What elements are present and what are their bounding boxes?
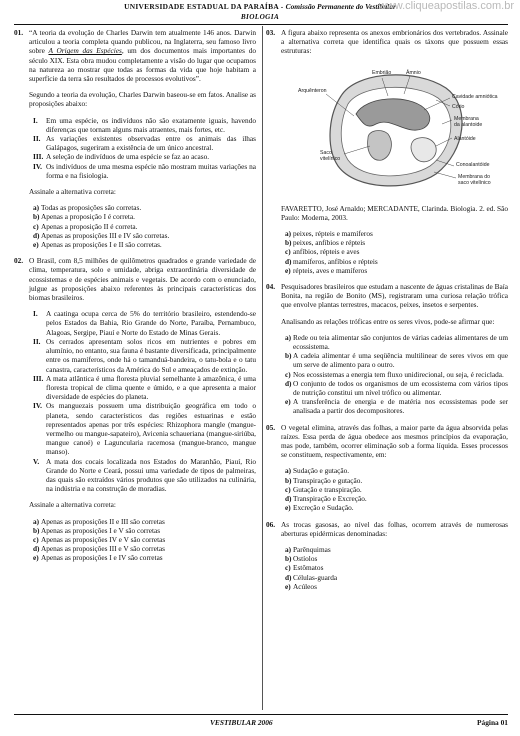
answer-option-text: peixes, répteis e mamíferos	[293, 229, 373, 239]
answer-option-letter: d)	[285, 494, 292, 504]
right-column	[266, 28, 508, 591]
proposition-letter: II.	[33, 134, 41, 144]
proposition-text: A caatinga ocupa cerca de 5% do território brasileiro, estendendo-se pelos Estados da Bahia, Rio Grande do Norte, Paraíba, Pernambuco, Alagoas, Sergipe, Piauí e Norte do Estado de Minas Gerais.	[46, 309, 256, 337]
answer-option-text: A transferência de energia e de matéria nos ecossistemas pode ser analisada a partir dos decompositores.	[293, 397, 508, 416]
answer-option-text: Ostíolos	[293, 554, 318, 564]
university-name: UNIVERSIDADE ESTADUAL DA PARAÍBA -	[124, 2, 284, 11]
question-prompt: Assinale a alternativa correta:	[29, 187, 116, 197]
answer-option	[29, 526, 256, 535]
answer-option-letter: e)	[285, 265, 291, 275]
question-intro: Pesquisadores brasileiros que estudam a nascente de águas cristalinas de Baía Bonita, na região de Bonito (MS), registraram uma curiosa relação trófica que envolve plantas terrestres, macacos, peixes, insetos e serpentes.	[281, 282, 508, 310]
answer-option-letter: c)	[33, 534, 39, 544]
answer-option-text: Apenas as proposições III e IV são corretas.	[41, 230, 170, 240]
answer-option-text: Apenas a proposição I é correta.	[41, 212, 136, 222]
answer-option-letter: a)	[33, 203, 40, 213]
proposition-list	[29, 116, 256, 180]
option-list	[29, 517, 256, 563]
answer-option-letter: a)	[285, 544, 292, 554]
answer-option-text: peixes, anfíbios e répteis	[293, 238, 366, 248]
answer-option	[281, 257, 508, 266]
label-embriao: Embrião	[372, 69, 392, 76]
proposition-text: Em uma espécie, os indivíduos não são exatamente iguais, havendo diferenças que tornam alguns mais atraentes, mais fortes, etc.	[46, 115, 256, 134]
question-01	[14, 28, 256, 249]
answer-option-text: Apenas as proposições I e V são corretas	[41, 525, 161, 535]
answer-option	[281, 476, 508, 485]
answer-option	[29, 203, 256, 212]
proposition-text: Os indivíduos de uma mesma espécie não mostram muitas variações na forma e na fisiologia.	[46, 161, 256, 180]
answer-option	[29, 517, 256, 526]
footer-exam: VESTIBULAR 2006	[210, 718, 273, 727]
question-intro: O Brasil, com 8,5 milhões de quilômetros quadrados e grande variedade de clima, temperatura, solo e umidade, abriga extraordinária diversidade de ecossistemas e de espécies animais e vegetais. De acordo com o enunciado, julgue as proposições abaixo referentes às principais características dos biomas brasileiros.	[29, 256, 256, 303]
answer-option	[29, 231, 256, 240]
question-05	[266, 423, 508, 513]
answer-option	[281, 485, 508, 494]
answer-option	[29, 240, 256, 249]
answer-option-letter: e)	[285, 503, 291, 513]
answer-option-letter: b)	[285, 475, 292, 485]
left-column	[14, 28, 256, 563]
question-number: 06.	[266, 519, 276, 529]
question-number: 01.	[14, 28, 24, 37]
answer-option-letter: a)	[285, 466, 292, 476]
answer-option-text: A cadeia alimentar é uma seqüência multilinear de seres vivos em que um serve de alimento para o outro.	[293, 351, 508, 370]
figure-citation: FAVARETTO, José Arnaldo; MERCADANTE, Clarinda. Biologia. 2. ed. São Paulo: Moderna, 2003.	[281, 203, 508, 222]
answer-option-text: Apenas a proposição II é correta.	[41, 221, 138, 231]
label-alantoide: Alantóide	[454, 135, 476, 142]
proposition-letter: IV.	[33, 401, 42, 411]
answer-option-text: Células-guarda	[293, 572, 338, 582]
label-corio: Cório	[452, 103, 465, 110]
proposition	[29, 116, 256, 134]
answer-option-letter: e)	[33, 553, 39, 563]
label-membrana-alantoide: Membrana da alantoide	[454, 115, 483, 128]
answer-option-letter: d)	[33, 230, 40, 240]
watermark: www.cliqueapostilas.com.br	[378, 0, 514, 12]
answer-option-letter: a)	[285, 332, 292, 342]
answer-option	[29, 544, 256, 553]
answer-option-text: mamíferos, anfíbios e répteis	[293, 256, 378, 266]
answer-option	[281, 494, 508, 503]
proposition-text: A mata dos cocais localizada nos Estados do Maranhão, Piauí, Rio Grande do Norte e Ceará, possui uma variedade de tipos de palmeiras, das quais são extraídos vários produtos que são utilizados na culinária, na indústria e na construção de moradias.	[46, 456, 256, 494]
answer-option-letter: a)	[285, 229, 292, 239]
label-amnio: Âmnio	[406, 69, 421, 76]
answer-option	[281, 563, 508, 572]
option-list	[281, 229, 508, 275]
answer-option	[281, 266, 508, 275]
answer-option	[281, 503, 508, 512]
answer-option-letter: d)	[33, 544, 40, 554]
answer-option	[281, 466, 508, 475]
commission-name: Comissão Permanente do Vestibular	[285, 2, 396, 11]
answer-option-text: Excreção e Sudação.	[293, 503, 354, 513]
label-saco: Saco vitelínico	[320, 149, 341, 162]
question-number: 03.	[266, 28, 276, 37]
answer-option-text: Transpiração e Excreção.	[293, 494, 367, 504]
answer-option-text: Apenas as proposições IV e V são corretas	[41, 534, 166, 544]
proposition-letter: III.	[33, 373, 44, 383]
answer-option-letter: c)	[285, 563, 291, 573]
question-quote: “A teoria da evolução de Charles Darwin tem atualmente 146 anos. Darwin articulou a teoria completa quando publicou, na Inglaterra, seu famoso livro sobre A Origem das Espécies, um dos documentos mais importantes do século XIX. Esta obra mudou completamente a visão do lugar que ocupamos na natureza ao mostrar que todas as formas da vida que hoje habitam a superfície da terra são resultados de processos evolutivos”.	[29, 28, 256, 84]
answer-option-text: Gutação e transpiração.	[293, 484, 362, 494]
column-divider	[262, 26, 263, 710]
question-number: 02.	[14, 256, 24, 266]
answer-option	[281, 379, 508, 397]
proposition-letter: I.	[33, 309, 38, 319]
option-list	[281, 466, 508, 512]
question-prompt: Assinale a alternativa correta:	[29, 500, 116, 510]
answer-option	[281, 545, 508, 554]
answer-option-text: Parênquimas	[293, 544, 331, 554]
answer-option-letter: e)	[285, 397, 291, 407]
question-intro: Segundo a teoria da evolução, Charles Darwin baseou-se em fatos. Analise as proposições abaixo:	[29, 90, 256, 109]
proposition-letter: I.	[33, 115, 38, 125]
answer-option	[281, 554, 508, 563]
question-number: 05.	[266, 422, 276, 432]
proposition-text: A seleção de indivíduos de uma espécie se faz ao acaso.	[46, 152, 210, 162]
proposition-letter: II.	[33, 336, 41, 346]
option-list	[281, 333, 508, 416]
answer-option-text: répteis, aves e mamíferos	[293, 265, 368, 275]
question-intro: As trocas gasosas, ao nível das folhas, ocorrem através de numerosas aberturas epidérmicas denominadas:	[281, 519, 508, 538]
answer-option	[281, 229, 508, 238]
answer-option-text: Todas as proposições são corretas.	[41, 203, 142, 213]
proposition-list	[29, 309, 256, 493]
answer-option-letter: b)	[33, 525, 40, 535]
answer-option-letter: c)	[33, 221, 39, 231]
option-list	[29, 203, 256, 249]
answer-option	[281, 351, 508, 369]
answer-option-text: Apenas as proposições I e II são corretas.	[41, 240, 162, 250]
answer-option-letter: c)	[285, 247, 291, 257]
proposition-text: As variações existentes observadas entre os animais das ilhas Galápagos, sugeriram a existência de um único ancestral.	[46, 134, 256, 153]
answer-option	[29, 222, 256, 231]
answer-option	[281, 397, 508, 415]
proposition	[29, 134, 256, 152]
answer-option	[281, 573, 508, 582]
proposition	[29, 162, 256, 180]
subject-title: BIOLOGIA	[240, 13, 280, 21]
question-04	[266, 282, 508, 416]
answer-option-letter: b)	[33, 212, 40, 222]
proposition-letter: IV.	[33, 161, 42, 171]
proposition-letter: III.	[33, 152, 44, 162]
proposition	[29, 374, 256, 402]
answer-option-letter: a)	[33, 516, 40, 526]
answer-option-text: Apenas as proposições III e V são corretas	[41, 544, 165, 554]
answer-option-letter: b)	[285, 238, 292, 248]
question-06	[266, 520, 508, 591]
proposition-text: Os cerrados apresentam solos ricos em nutrientes e pobres em alumínio, no entanto, sua fauna é bastante diversificada, principalmente entre os mamíferos, onde há o tamanduá-bandeira, o tatu-bola e o tatu canastra, característicos da América do Sul e ameaçados de extinção.	[46, 336, 256, 374]
answer-option-letter: e)	[33, 240, 39, 250]
answer-option-letter: d)	[285, 378, 292, 388]
proposition-letter: V.	[33, 456, 40, 466]
proposition	[29, 152, 256, 161]
question-intro: A figura abaixo representa os anexos embrionários dos vertebrados. Assinale a alternativa correta que identifica quais os táxons que possuem essas estruturas:	[281, 28, 508, 56]
answer-option-text: Apenas as proposições II e III são corretas	[41, 516, 165, 526]
answer-option-text: Rede ou teia alimentar são conjuntos de várias cadeias alimentares de um ecossistema.	[293, 332, 508, 352]
question-03	[266, 28, 508, 56]
answer-option-text: anfíbios, répteis e aves	[293, 247, 360, 257]
option-list	[281, 545, 508, 591]
proposition	[29, 457, 256, 494]
answer-option-text: Sudação e gutação.	[293, 466, 350, 476]
question-02	[14, 256, 256, 562]
question-intro: O vegetal elimina, através das folhas, a maior parte da água absorvida pelas raízes. Essa perda de água obedece aos mesmos princípios da evaporação, mas pode, também, ocorrer eliminação sob a forma líquida. Esses processos se constituem, respectivamente, em:	[281, 422, 508, 460]
answer-option	[281, 370, 508, 379]
question-number: 04.	[266, 282, 276, 292]
answer-option-letter: b)	[285, 554, 292, 564]
answer-option-letter: e)	[285, 581, 291, 591]
answer-option-letter: c)	[285, 484, 291, 494]
answer-option	[29, 553, 256, 562]
answer-option	[29, 212, 256, 221]
answer-option	[281, 333, 508, 351]
question-prompt: Analisando as relações tróficas entre os seres vivos, pode-se afirmar que:	[281, 316, 495, 326]
proposition	[29, 309, 256, 337]
book-title: A Origem das Espécies	[48, 46, 122, 56]
proposition	[29, 401, 256, 456]
answer-option-text: Estômatos	[293, 563, 324, 573]
header-rule	[14, 24, 508, 25]
proposition-text: A mata atlântica é uma floresta pluvial semelhante à amazônica, é uma floresta tropical de clima quente e úmido, e a que apresenta a maior diversidade de espécies do planeta.	[46, 373, 256, 402]
answer-option	[281, 247, 508, 256]
answer-option-text: Apenas as proposições I e IV são corretas	[41, 553, 163, 563]
answer-option-letter: b)	[285, 351, 292, 361]
answer-option	[281, 582, 508, 591]
label-membrana-saco: Membrana do saco vitelínico	[458, 173, 491, 186]
answer-option-letter: d)	[285, 256, 292, 266]
answer-option	[29, 535, 256, 544]
label-arquenteron: Arquênteron	[298, 87, 327, 94]
embryo-figure	[296, 56, 506, 204]
answer-option-letter: c)	[285, 369, 291, 379]
proposition-text: Os manguezais possuem uma distribuição geográfica em todo o planeta, sendo característicos das regiões estuarinas e estão representados apenas por três espécies: Rhizophora mangle (mangue-vermelho ou mangue-sapateiro), Avicenia schaueriana (mangue-siriúba, mangue canoé) e Laguncularia racemosa (mangue-branco, mangue manso).	[46, 401, 256, 457]
answer-option	[281, 238, 508, 247]
label-celoma: Conoalantóide	[456, 161, 490, 168]
proposition	[29, 337, 256, 374]
footer-rule	[14, 714, 508, 715]
answer-option-text: Transpiração e gutação.	[293, 475, 363, 485]
answer-option-text: Acúleos	[293, 581, 317, 591]
answer-option-text: Nos ecossistemas a energia tem fluxo unidirecional, ou seja, é reciclada.	[293, 369, 504, 379]
label-cavidade: Cavidade amniótica	[452, 93, 498, 100]
answer-option-text: O conjunto de todos os organismos de um ecossistema com vários tipos de nutrição constitui um nível trófico ou alimentar.	[293, 378, 508, 398]
footer-page: Página 01	[476, 718, 508, 727]
answer-option-letter: d)	[285, 572, 292, 582]
